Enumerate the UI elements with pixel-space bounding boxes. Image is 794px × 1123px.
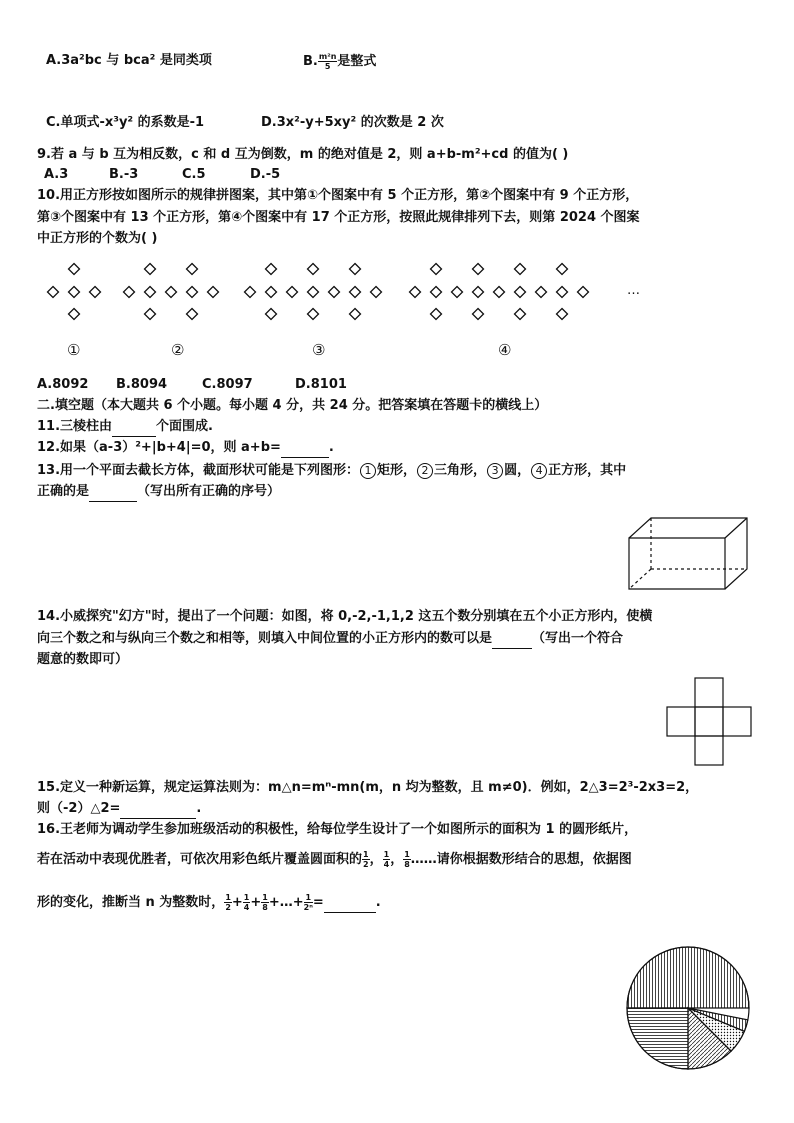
pattern-3-middle-square (371, 287, 382, 298)
q16-text-3: 形的变化，推断当 n 为整数时， (37, 895, 225, 910)
pattern-4-middle-square (536, 287, 547, 298)
q8-option-b (303, 52, 376, 71)
pattern-4-bottom-square (515, 309, 526, 320)
fraction-numerator: 1 (262, 893, 268, 902)
pattern-2-bottom-square (187, 309, 198, 320)
pattern-label-4: ④ (498, 341, 512, 359)
circled-4: 4 (531, 463, 547, 479)
q10-line2: 第③个图案中有 13 个正方形，第④个图案中有 17 个正方形，按照此规律排列下去，则第 2024 个图案 (37, 210, 640, 225)
square-pattern-figure (0, 250, 794, 340)
q16-answer-blank[interactable] (324, 894, 376, 913)
circled-3: 3 (487, 463, 503, 479)
pattern-2-top-square (187, 264, 198, 275)
fraction-half (362, 850, 370, 869)
q15-line2 (37, 800, 201, 819)
pattern-2-middle-square (145, 287, 156, 298)
pattern-1-middle-square (48, 287, 59, 298)
q14-text: 向三个数之和与纵向三个数之和相等，则填入中间位置的小正方形内的数可以是 (37, 631, 493, 646)
fraction-denominator: 5 (324, 62, 331, 71)
q10-option-d: D.8101 (295, 377, 347, 392)
q15-text: 则（-2）△2= (37, 801, 121, 816)
pattern-4-top-square (431, 264, 442, 275)
q15-text-end: . (196, 801, 202, 816)
quarter-sector (627, 1008, 688, 1069)
pattern-3-middle-square (308, 287, 319, 298)
pattern-label-1: ① (67, 341, 81, 359)
pattern-3-middle-square (245, 287, 256, 298)
q13-answer-blank[interactable] (89, 483, 137, 502)
q8-option-b-suffix: 是整式 (337, 54, 377, 69)
circled-1: 1 (360, 463, 376, 479)
q15-answer-blank[interactable] (120, 800, 196, 819)
pattern-3-middle-square (329, 287, 340, 298)
q15-line1: 15.定义一种新运算，规定运算法则为：m△n=mⁿ-mn(m，n 均为整数，且 m≠0)．例如，2△3=2³-2x3=2， (37, 780, 699, 795)
q10-option-b: B.8094 (116, 377, 168, 392)
q11-answer-blank[interactable] (112, 418, 156, 437)
pattern-ellipsis: … (627, 283, 640, 298)
q12-answer-blank[interactable] (281, 439, 329, 458)
pattern-2-middle-square (124, 287, 135, 298)
q14-line3: 题意的数即可） (37, 652, 129, 667)
pattern-3-bottom-square (350, 309, 361, 320)
q10-line1: 10.用正方形按如图所示的规律拼图案，其中第①个图案中有 5 个正方形，第②个图案中有 9 个正方形， (37, 188, 639, 203)
fraction-numerator: 1 (225, 893, 231, 902)
q9-option-d: D.-5 (250, 167, 281, 182)
q14-line2 (37, 630, 623, 649)
fraction-quarter (383, 850, 391, 869)
q13-text-3: （写出所有正确的序号） (137, 484, 281, 499)
pattern-3-top-square (308, 264, 319, 275)
q8-option-b-fraction (318, 52, 338, 71)
q10-option-c: C.8097 (202, 377, 253, 392)
q12-text-end: . (328, 440, 334, 455)
cross-grid-figure (665, 677, 755, 767)
q10-line3: 中正方形的个数为( ) (37, 231, 158, 246)
q10-option-a: A.8092 (37, 377, 89, 392)
q11-text-end: 个面围成. (156, 419, 213, 434)
sum-fraction-1 (224, 893, 232, 912)
sum-fraction-3 (261, 893, 269, 912)
fraction-denominator: 2 (363, 860, 369, 869)
q16-line2: 若在活动中表现优胜者，可依次用彩色纸片覆盖圆面积的 $\frac{1}{2}$ ， $\frac{1}{4}$ ， $\frac{1}{8}$ ……请你根据数形结合的思想，依据图 (37, 850, 632, 869)
fraction-numerator: 1 (363, 850, 369, 859)
pattern-4-bottom-square (557, 309, 568, 320)
q13-choice-4: 正方形，其中 (548, 463, 627, 478)
pattern-4-bottom-square (473, 309, 484, 320)
circle-paper-figure (624, 944, 752, 1072)
fraction-denominator: 2ⁿ (303, 903, 313, 912)
q14-line1: 14.小威探究"幻方"时，提出了一个问题：如图，将 0,-2,-1,1,2 这五个数分别填在五个小正方形内，使横 (37, 609, 653, 624)
fraction-denominator: 4 (383, 860, 390, 869)
pattern-3-bottom-square (308, 309, 319, 320)
sum-fraction-last (304, 893, 313, 912)
pattern-3-top-square (266, 264, 277, 275)
q13-line1 (37, 462, 626, 480)
q8-option-d: D.3x²-y+5xy² 的次数是 2 次 (261, 115, 444, 130)
q9-option-a: A.3 (44, 167, 69, 182)
circled-2: 2 (417, 463, 433, 479)
q9-option-b: B.-3 (109, 167, 139, 182)
q16-line1: 16.王老师为调动学生参加班级活动的积极性，给每位学生设计了一个如图所示的面积为 1 的圆形纸片， (37, 822, 638, 837)
pattern-4-top-square (515, 264, 526, 275)
pattern-3-top-square (350, 264, 361, 275)
q9-stem: 9.若 a 与 b 互为相反数，c 和 d 互为倒数，m 的绝对值是 2，则 a+b-m²+cd 的值为( ) (37, 147, 569, 162)
pattern-2-middle-square (187, 287, 198, 298)
q14-answer-blank[interactable] (492, 630, 532, 649)
q8-option-b-prefix: B. (303, 54, 318, 69)
pattern-4-middle-square (452, 287, 463, 298)
pattern-3-middle-square (266, 287, 277, 298)
pattern-3-middle-square (287, 287, 298, 298)
q13-choice-3: 圆， (504, 463, 531, 478)
fraction-denominator: 8 (262, 903, 268, 912)
sum-fraction-2 (243, 893, 251, 912)
pattern-1-top-square (69, 264, 80, 275)
pattern-1-bottom-square (69, 309, 80, 320)
pattern-3-bottom-square (266, 309, 277, 320)
pattern-4-middle-square (431, 287, 442, 298)
pattern-4-middle-square (473, 287, 484, 298)
q16-text: 若在活动中表现优胜者，可依次用彩色纸片覆盖圆面积的 (37, 852, 363, 867)
sum-ellipsis: +…+ (268, 895, 304, 910)
fraction-denominator: 2 (225, 903, 231, 912)
cuboid-figure (624, 514, 754, 594)
q11-text: 11.三棱柱由 (37, 419, 113, 434)
fraction-numerator: 1 (243, 893, 250, 902)
q8-option-c: C.单项式-x³y² 的系数是-1 (46, 115, 205, 130)
pattern-4-middle-square (494, 287, 505, 298)
fraction-eighth (403, 850, 411, 869)
half-sector (627, 947, 749, 1008)
pattern-4-bottom-square (431, 309, 442, 320)
pattern-2-bottom-square (145, 309, 156, 320)
q13-text-2: 正确的是 (37, 484, 90, 499)
pattern-1-middle-square (90, 287, 101, 298)
q13-text: 13.用一个平面去截长方体，截面形状可能是下列图形： (37, 463, 360, 478)
q9-option-c: C.5 (182, 167, 206, 182)
pattern-2-middle-square (166, 287, 177, 298)
fraction-denominator: 4 (243, 903, 250, 912)
q12-text: 12.如果（a-3）²+|b+4|=0，则 a+b= (37, 440, 281, 455)
pattern-2-top-square (145, 264, 156, 275)
pattern-1-middle-square (69, 287, 80, 298)
pattern-4-middle-square (410, 287, 421, 298)
pattern-4-middle-square (515, 287, 526, 298)
q13-choice-1: 矩形， (377, 463, 417, 478)
pattern-4-middle-square (557, 287, 568, 298)
pattern-4-top-square (557, 264, 568, 275)
q13-choice-2: 三角形， (434, 463, 487, 478)
pattern-4-middle-square (578, 287, 589, 298)
fraction-numerator: 1 (305, 893, 312, 902)
fraction-denominator: 8 (404, 860, 410, 869)
q16-text-end: . (375, 895, 381, 910)
q11 (37, 418, 213, 437)
fraction-numerator: 1 (404, 850, 410, 859)
q16-text-2: ……请你根据数形结合的思想，依据图 (410, 852, 632, 867)
q13-line2 (37, 483, 280, 502)
pattern-label-3: ③ (312, 341, 326, 359)
pattern-label-2: ② (171, 341, 185, 359)
fraction-numerator: 1 (383, 850, 390, 859)
q12 (37, 439, 334, 458)
section-heading: 二.填空题（本大题共 6 个小题。每小题 4 分，共 24 分。把答案填在答题卡的横线上） (37, 398, 548, 413)
q16-line3: 形的变化，推断当 n 为整数时， $\frac{1}{2}$ + $\frac{1}{4}$ + $\frac{1}{8}$ +…+ $\frac{1}{\text{2ⁿ}}$ = . (37, 893, 381, 912)
pattern-2-middle-square (208, 287, 219, 298)
pattern-4-top-square (473, 264, 484, 275)
pattern-3-middle-square (350, 287, 361, 298)
fraction-numerator: m²n (318, 52, 337, 61)
q14-text-2: （写出一个符合 (532, 631, 624, 646)
q8-option-a: A.3a²bc 与 bca² 是同类项 (46, 53, 212, 68)
